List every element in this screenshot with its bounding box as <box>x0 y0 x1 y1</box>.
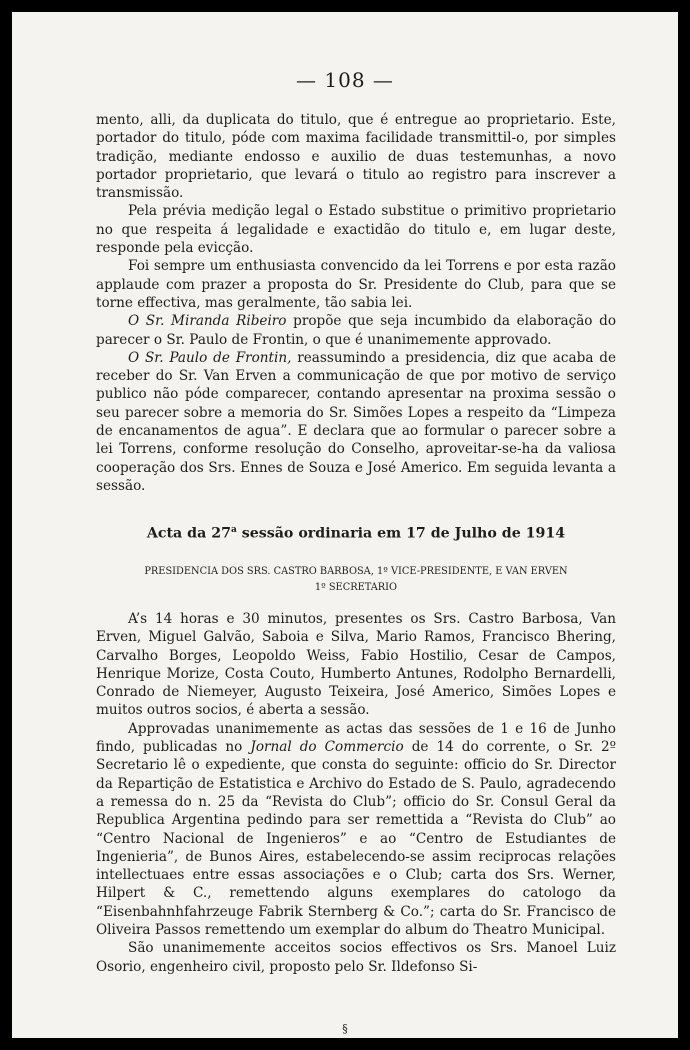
paragraph <box>96 312 616 349</box>
paragraph-text: reassumindo a presidencia, diz que acaba de receber do Sr. Van Erven a communicação de que por motivo de serviço publico não póde comparecer, contando apresentar na proxima sessão o seu parecer sobre a memoria do Sr. Simões Lopes a respeito da “Limpeza de encanamentos de agua”. E declara que ao formular o parecer sobre a lei Torrens, conforme resolução do Conselho, aproveitar-se-ha da valiosa cooperação dos Srs. Ennes de Souza e José Americo. Em seguida levanta a sessão. <box>96 349 616 494</box>
minutes-session-27 <box>96 610 616 976</box>
paragraph: São unanimemente acceitos socios effectivos os Srs. Manoel Luiz Osorio, engenheiro civil, proposto pelo Sr. Ildefonso Si- <box>96 940 616 975</box>
journal-title: Jornal do Commercio <box>250 739 404 756</box>
speaker-name: O Sr. Paulo de Frontin, <box>128 349 292 366</box>
paragraph: Pela prévia medição legal o Estado substitue o primitivo proprietario no que respeita á legalidade e exactidão do titulo e, em lugar deste, responde pela evicção. <box>96 203 616 257</box>
paragraph: Approvadas unanimemente as actas das sessões de 1 e 16 de Junho findo, publicadas no Jornal do Commercio de 14 do corrente, o Sr. 2º Secretario lê o expediente, que consta do seguinte: officio do Sr. Director da Repartição de Estatistica e Archivo do Estado de S. Paulo, agradecendo a remessa do n. 25 da “Revista do Club”; officio do Sr. Consul Geral da Republica Argentina pedindo para ser remettida a “Revista do Club” ao “Centro Nacional de Ingenieros” e ao “Centro de Estudiantes de Ingenieria”, de Bunos Aires, estabelecendo-se assim reciprocas relações intellectuaes entre essas associações e o Club; carta dos Srs. Werner, Hilpert & C., remettendo alguns exemplares do catologo da “Eisenbahnhfahrzeuge Fabrik Sternberg & Co.”; carta do Sr. Francisco de Oliveira Passos remettendo um exemplar do album do Theatro Municipal. <box>96 720 616 939</box>
speaker-name: O Sr. Miranda Ribeiro <box>128 313 287 330</box>
paragraph: mento, alli, da duplicata do titulo, que é entregue ao proprietario. Este, portador do titulo, póde com maxima facilidade transmittil-o, por simples tradição, mediante endosso e auxilio de duas testemunhas, a novo portador proprietario, que levará o titulo ao registro para inscrever a transmissão. <box>96 112 616 202</box>
presidency-line <box>96 564 616 596</box>
minutes-continuation <box>96 111 616 495</box>
paragraph <box>96 349 616 495</box>
footer-mark: § <box>342 1022 348 1035</box>
section-heading: Acta da 27$^a$ sessão ordinaria em 17 de Julho de 1914 <box>146 525 566 542</box>
page-number: — 108 — <box>296 68 394 92</box>
presidency-line-1: PRESIDENCIA DOS SRS. CASTRO BARBOSA, 1º VICE-PRESIDENTE, E VAN ERVEN <box>144 566 568 577</box>
paragraph: Foi sempre um enthusiasta convencido da lei Torrens e por esta razão applaude com prazer a proposta do Sr. Presidente do Club, para que se torne effectiva, mas geralmente, tão sabia lei. <box>96 258 616 311</box>
paragraph-text: propõe que seja incumbido da elaboração do parecer o Sr. Paulo de Frontin, o que é unanimemente approvado. <box>96 313 617 348</box>
paragraph: A’s 14 horas e 30 minutos, presentes os Srs. Castro Barbosa, Van Erven, Miguel Galvão, Saboia e Silva, Mario Ramos, Francisco Bhering, Carvalho Borges, Leopoldo Weiss, Fabio Hostilio, Cesar de Campos, Henrique Morize, Costa Couto, Humberto Antunes, Rodolpho Bernardelli, Conrado de Niemeyer, Augusto Teixeira, José Americo, Simões Lopes e muitos outros socios, é aberta a sessão. <box>96 611 616 719</box>
presidency-line-2: 1º SECRETARIO <box>314 582 398 593</box>
